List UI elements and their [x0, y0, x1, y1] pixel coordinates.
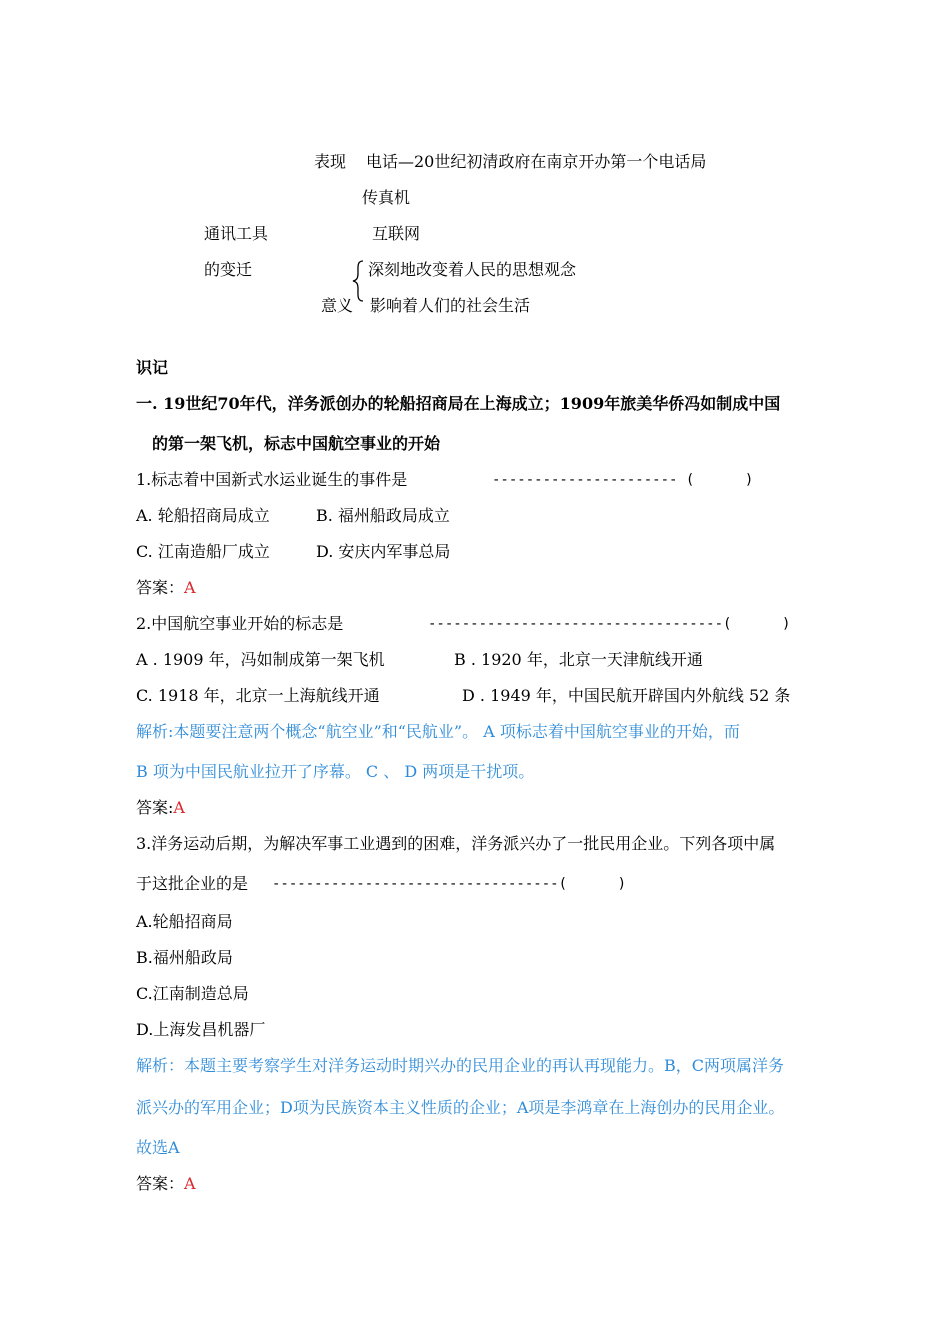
q2-option-c: C. 1918 年，北京一上海航线开通	[136, 686, 380, 705]
q2-answer-label: 答案:	[136, 798, 174, 817]
q3-blank: ----------------------------------( )	[272, 876, 627, 892]
q3-option-a: A.轮船招商局	[136, 912, 233, 931]
q1-answer-row	[136, 578, 196, 598]
q1-answer: A	[184, 578, 196, 597]
diagram-tools-line2: 的变迁	[204, 260, 253, 279]
q1-blank: ---------------------- ( )	[492, 472, 754, 488]
q3-analysis-line3: 故选A	[136, 1138, 180, 1157]
q1-option-c: C. 江南造船厂成立	[136, 542, 270, 561]
q1-option-b: B. 福州船政局成立	[316, 506, 450, 525]
q2-analysis-line1: 解析:本题要注意两个概念“航空业”和“民航业”。 A 项标志着中国航空事业的开始，而	[136, 722, 740, 741]
q3-option-d: D.上海发昌机器厂	[136, 1020, 266, 1039]
q2-option-a: A . 1909 年，冯如制成第一架飞机	[136, 650, 385, 669]
q2-answer-row	[136, 798, 185, 818]
section-title: 识记	[136, 358, 169, 377]
diagram-phone: 电话—20世纪初清政府在南京开办第一个电话局	[366, 152, 707, 171]
q3-stem-line2: 于这批企业的是	[136, 874, 249, 893]
q2-blank: -----------------------------------( )	[428, 616, 791, 632]
q3-answer-row	[136, 1174, 196, 1194]
q3-answer-label: 答案：	[136, 1174, 185, 1193]
q2-analysis-line2: B 项为中国民航业拉开了序幕。 C 、 D 两项是干扰项。	[136, 762, 535, 781]
diagram-yiyi-label: 意义	[321, 296, 354, 315]
q3-analysis-line2: 派兴办的军用企业；D项为民族资本主义性质的企业；A项是李鸿章在上海创办的民用企业。	[136, 1098, 785, 1117]
q1-option-d: D. 安庆内军事总局	[316, 542, 451, 561]
q1-option-a: A. 轮船招商局成立	[136, 506, 270, 525]
q3-option-c: C.江南制造总局	[136, 984, 249, 1003]
q3-stem-line1: 3.洋务运动后期，为解决军事工业遇到的困难，洋务派兴办了一批民用企业。下列各项中属	[136, 834, 776, 853]
diagram-fax: 传真机	[362, 188, 411, 207]
q1-stem: 1.标志着中国新式水运业诞生的事件是	[136, 470, 408, 489]
q3-answer: A	[184, 1174, 196, 1193]
q3-analysis-line1: 解析：本题主要考察学生对洋务运动时期兴办的民用企业的再认再现能力。B，C两项属洋务	[136, 1056, 785, 1075]
key-point-line2: 的第一架飞机，标志中国航空事业的开始	[152, 434, 441, 453]
diagram-meaning2: 影响着人们的社会生活	[370, 296, 531, 315]
q2-option-b: B . 1920 年，北京一天津航线开通	[454, 650, 703, 669]
key-point-line1: 一. 19世纪70年代，洋务派创办的轮船招商局在上海成立；1909年旅美华侨冯如制成中国	[136, 394, 781, 413]
diagram-biaoxian-label: 表现	[314, 152, 347, 171]
q2-answer: A	[173, 798, 185, 817]
diagram-meaning1: 深刻地改变着人民的思想观念	[368, 260, 577, 279]
q3-option-b: B.福州船政局	[136, 948, 233, 967]
diagram-internet: 互联网	[372, 224, 421, 243]
q2-stem: 2.中国航空事业开始的标志是	[136, 614, 344, 633]
meaning-brace	[351, 259, 367, 303]
q2-option-d: D . 1949 年，中国民航开辟国内外航线 52 条	[462, 686, 791, 705]
q1-answer-label: 答案：	[136, 578, 185, 597]
diagram-tools-line1: 通讯工具	[204, 224, 269, 243]
